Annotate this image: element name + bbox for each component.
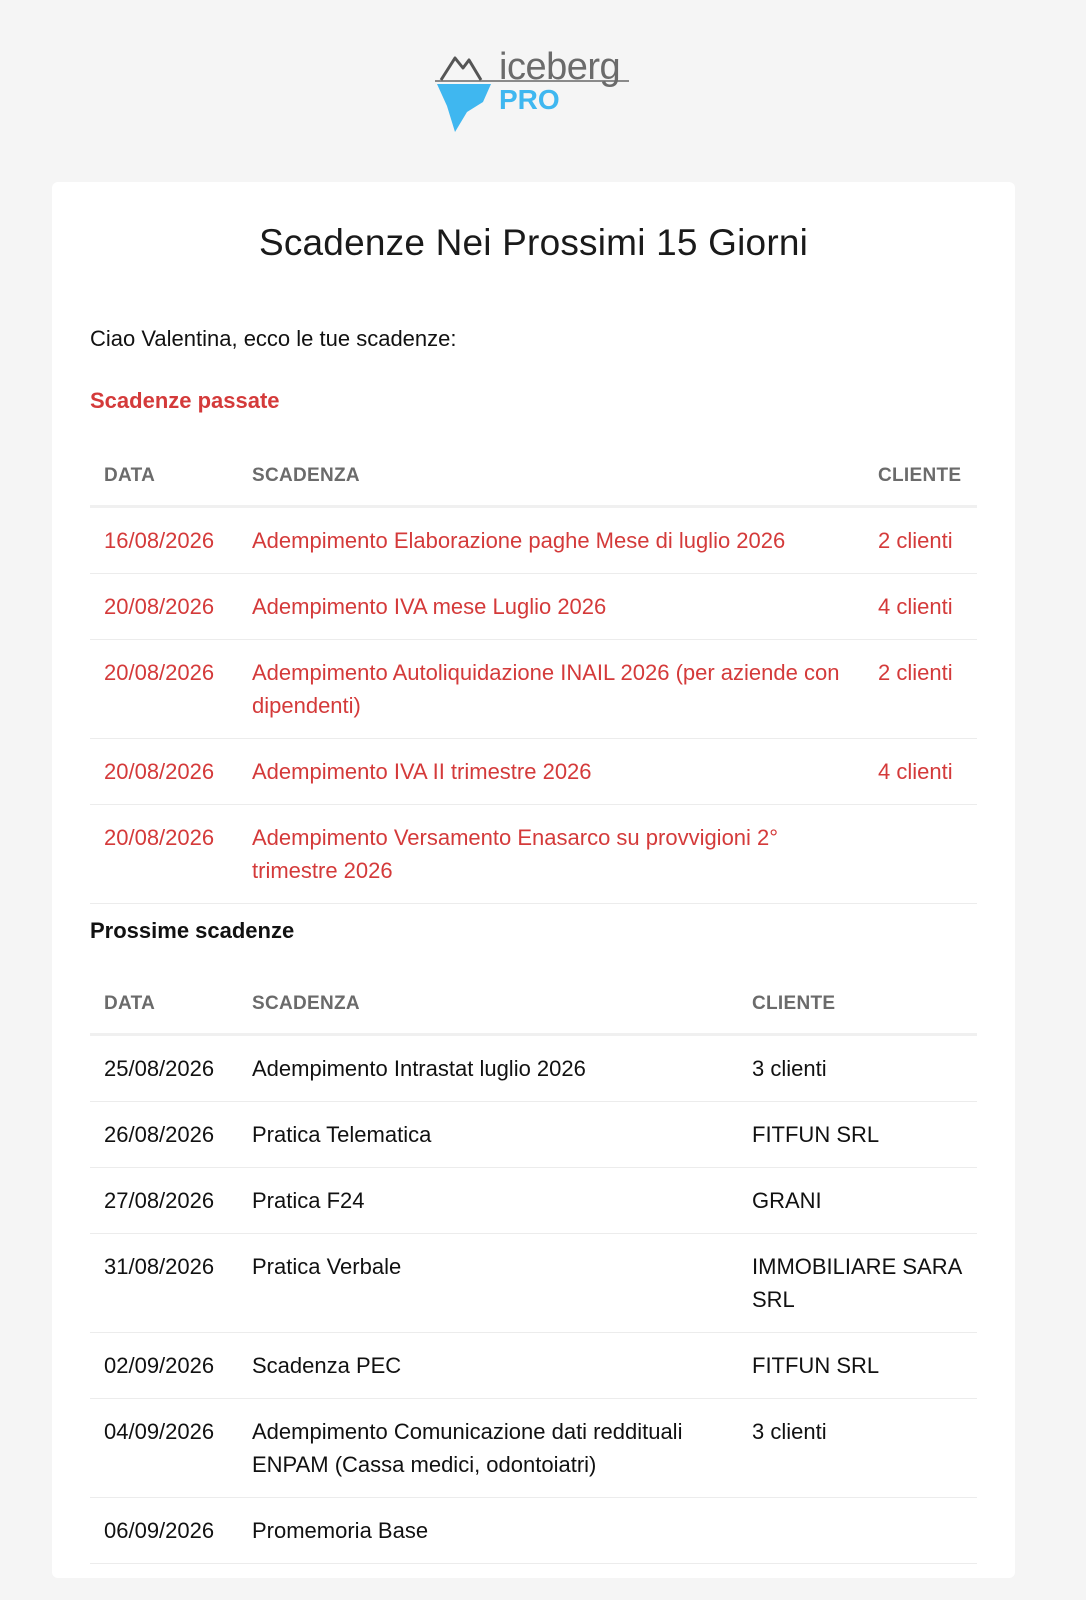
table-row[interactable]: [90, 804, 977, 903]
table-row[interactable]: [90, 1398, 977, 1497]
row-date: 20/08/2026: [90, 738, 238, 804]
row-deadline: Adempimento Autoliquidazione INAIL 2026 (per aziende con dipendenti): [238, 639, 864, 738]
column-header-client: CLIENTE: [738, 976, 977, 1034]
row-client: FITFUN SRL: [738, 1101, 977, 1167]
row-deadline: Promemoria Base: [238, 1497, 738, 1563]
row-deadline: Adempimento Versamento Enasarco su provvigioni 2° trimestre 2026: [238, 804, 864, 903]
row-client: GRANI: [738, 1167, 977, 1233]
logo-brand-text: iceberg: [499, 46, 621, 88]
row-date: 27/08/2026: [90, 1167, 238, 1233]
table-row[interactable]: [90, 1167, 977, 1233]
row-client: 3 clienti: [738, 1398, 977, 1497]
column-header-deadline: SCADENZA: [238, 448, 864, 506]
row-date: 31/08/2026: [90, 1233, 238, 1332]
row-client: FITFUN SRL: [738, 1332, 977, 1398]
upcoming-deadlines-table: [90, 976, 977, 1564]
row-date: 02/09/2026: [90, 1332, 238, 1398]
table-row[interactable]: [90, 1101, 977, 1167]
table-header-row: [90, 448, 977, 506]
past-deadlines-body: [90, 506, 977, 903]
row-deadline: Pratica Verbale: [238, 1233, 738, 1332]
table-row[interactable]: [90, 639, 977, 738]
row-deadline: Adempimento Intrastat luglio 2026: [238, 1034, 738, 1101]
column-header-deadline: SCADENZA: [238, 976, 738, 1034]
table-row[interactable]: [90, 1233, 977, 1332]
row-client: [864, 804, 977, 903]
column-header-date: DATA: [90, 448, 238, 506]
upcoming-deadlines-heading: Prossime scadenze: [90, 918, 295, 943]
row-deadline: Pratica F24: [238, 1167, 738, 1233]
table-row[interactable]: [90, 573, 977, 639]
table-row[interactable]: [90, 738, 977, 804]
row-deadline: Adempimento IVA mese Luglio 2026: [238, 573, 864, 639]
row-client: [738, 1497, 977, 1563]
row-date: 20/08/2026: [90, 573, 238, 639]
row-deadline: Pratica Telematica: [238, 1101, 738, 1167]
upcoming-deadlines-body: [90, 1034, 977, 1563]
header-logo-area: [0, 40, 1086, 150]
greeting-text: Ciao Valentina, ecco le tue scadenze:: [90, 326, 457, 351]
row-date: 26/08/2026: [90, 1101, 238, 1167]
row-deadline: Scadenza PEC: [238, 1332, 738, 1398]
row-date: 04/09/2026: [90, 1398, 238, 1497]
table-row[interactable]: [90, 1332, 977, 1398]
table-row[interactable]: [90, 1034, 977, 1101]
row-date: 16/08/2026: [90, 506, 238, 573]
row-date: 20/08/2026: [90, 804, 238, 903]
logo-pro-text: PRO: [499, 84, 560, 115]
row-client: 2 clienti: [864, 639, 977, 738]
table-row[interactable]: [90, 506, 977, 573]
row-deadline: Adempimento IVA II trimestre 2026: [238, 738, 864, 804]
row-client: 2 clienti: [864, 506, 977, 573]
column-header-date: DATA: [90, 976, 238, 1034]
row-client: 4 clienti: [864, 738, 977, 804]
past-deadlines-heading: Scadenze passate: [90, 388, 280, 413]
row-client: 3 clienti: [738, 1034, 977, 1101]
row-client: 4 clienti: [864, 573, 977, 639]
row-client: IMMOBILIARE SARA SRL: [738, 1233, 977, 1332]
email-card: [52, 182, 1015, 1578]
iceberg-pro-logo: [433, 40, 653, 140]
page-title: Scadenze Nei Prossimi 15 Giorni: [258, 222, 809, 263]
row-date: 06/09/2026: [90, 1497, 238, 1563]
table-header-row: [90, 976, 977, 1034]
row-deadline: Adempimento Comunicazione dati reddituali ENPAM (Cassa medici, odontoiatri): [238, 1398, 738, 1497]
column-header-client: CLIENTE: [864, 448, 977, 506]
row-deadline: Adempimento Elaborazione paghe Mese di luglio 2026: [238, 506, 864, 573]
row-date: 25/08/2026: [90, 1034, 238, 1101]
past-deadlines-table: [90, 448, 977, 904]
table-row[interactable]: [90, 1497, 977, 1563]
row-date: 20/08/2026: [90, 639, 238, 738]
